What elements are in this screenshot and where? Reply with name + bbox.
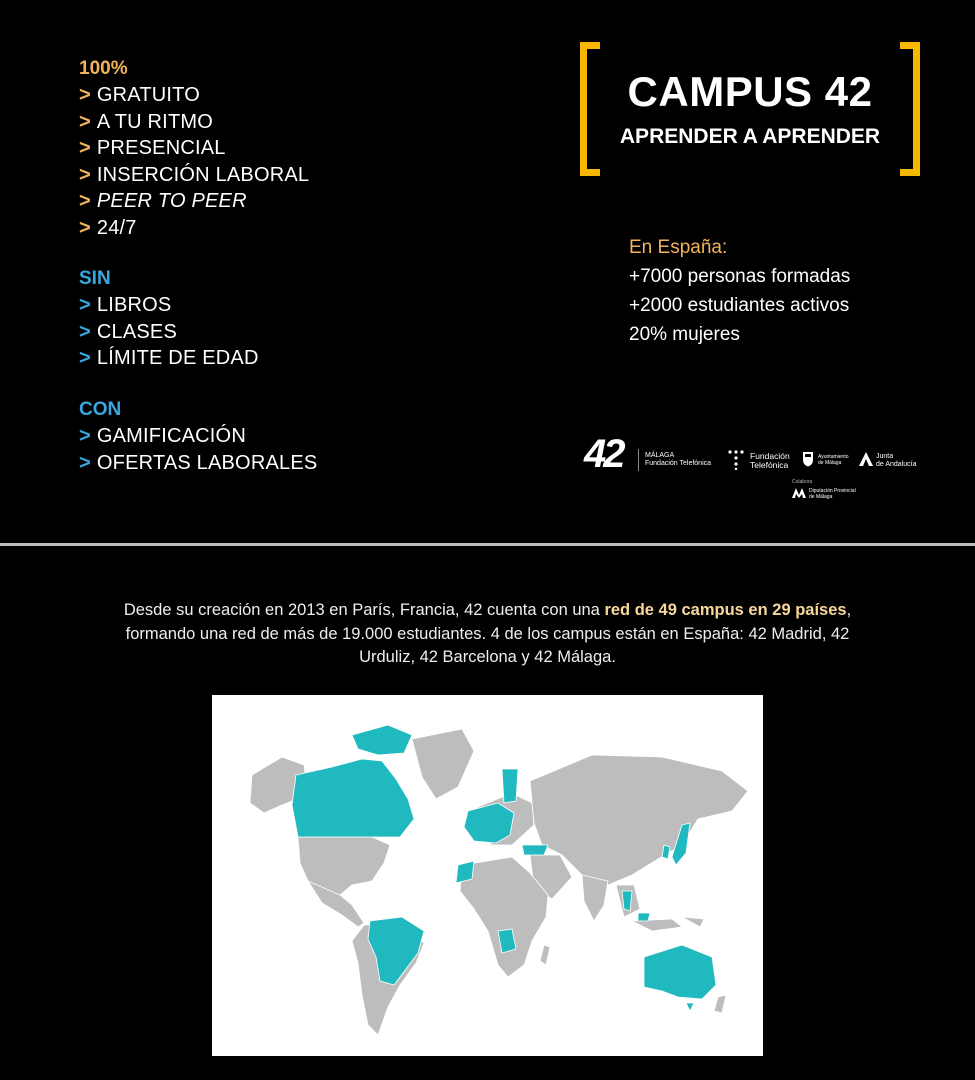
highlight-text: red de 49 campus en 29 países xyxy=(604,601,847,619)
ayuntamiento-shield-icon xyxy=(802,451,814,467)
list-item: > PEER TO PEER xyxy=(79,190,247,212)
diputacion-icon xyxy=(792,488,806,498)
section-con xyxy=(79,397,317,476)
logo-42-text: MÁLAGA Fundación Telefónica xyxy=(645,452,712,467)
campus-subtitle: APRENDER A APRENDER xyxy=(619,125,881,148)
list-item: > GRATUITO xyxy=(79,84,200,106)
section-sin xyxy=(79,266,259,372)
section-sin-header: SIN xyxy=(79,268,111,289)
section-divider xyxy=(0,543,975,546)
logo-diputacion-text: Diputación Provincial de Málaga xyxy=(809,488,856,500)
campus-title: CAMPUS 42 xyxy=(627,68,873,115)
list-item: > LÍMITE DE EDAD xyxy=(79,347,259,369)
list-item: > CLASES xyxy=(79,320,178,343)
description-paragraph: Desde su creación en 2013 en París, Francia, 42 cuenta con una red de 49 campus en 29 países, formando una red de más de 19.000 estudiantes. 4 de los campus están en España: 42 Madrid, 42 Urduliz, 42 Barcelona y 42 Málaga. xyxy=(123,601,852,666)
partner-logos xyxy=(584,432,924,502)
list-item: > OFERTAS LABORALES xyxy=(79,451,318,474)
spain-stats xyxy=(629,233,850,349)
logo-junta-text: Junta de Andalucía xyxy=(876,453,917,468)
logo-separator xyxy=(638,449,639,471)
list-item: > 24/7 xyxy=(79,216,137,239)
section-100-header: 100% xyxy=(79,58,128,79)
campus-title-box xyxy=(580,42,920,176)
logo-colabora-text: Colabora xyxy=(792,479,813,485)
fundacion-telefonica-icon xyxy=(728,450,744,470)
world-map xyxy=(212,695,763,1056)
world-map-graphic xyxy=(212,695,763,1056)
list-item: > GAMIFICACIÓN xyxy=(79,425,246,447)
list-item: > A TU RITMO xyxy=(79,110,213,133)
stat-line: 20% mujeres xyxy=(629,324,740,345)
logo-fundacion-telefonica-text: Fundación Telefónica xyxy=(750,451,790,470)
junta-andalucia-icon xyxy=(858,451,874,467)
list-item: > INSERCIÓN LABORAL xyxy=(79,163,310,186)
logo-42-malaga: 42 xyxy=(584,432,623,476)
list-item: > PRESENCIAL xyxy=(79,137,226,159)
stat-line: +2000 estudiantes activos xyxy=(629,295,850,316)
section-con-header: CON xyxy=(79,399,122,420)
list-item: > LIBROS xyxy=(79,294,172,316)
stat-line: +7000 personas formadas xyxy=(629,266,851,287)
spain-label: En España: xyxy=(629,237,728,258)
section-100 xyxy=(79,56,309,241)
logo-ayuntamiento-text: Ayuntamiento de Málaga xyxy=(818,454,849,466)
